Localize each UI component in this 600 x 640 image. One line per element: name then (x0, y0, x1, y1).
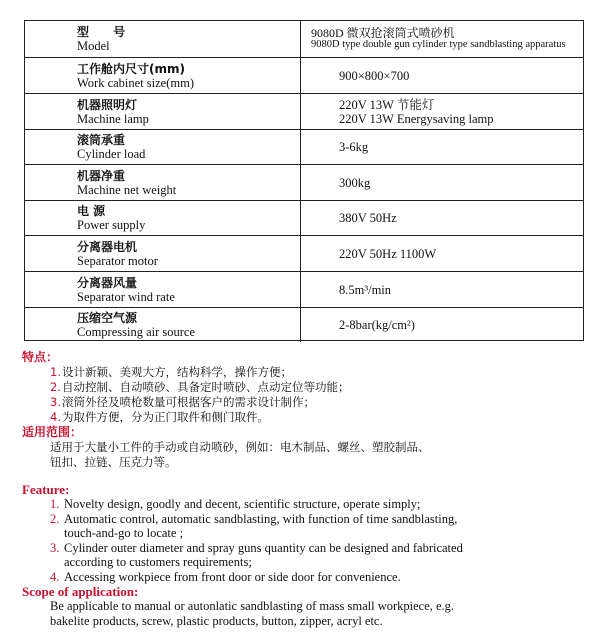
spec-row-model (25, 21, 583, 58)
spec-value (301, 21, 583, 57)
spec-row-lamp (25, 94, 583, 130)
feature-text: 为取件方便，分为正门取件和侧门取件。 (62, 410, 269, 424)
spec-label (25, 130, 301, 164)
feature-text: Novelty design, goodly and decent, scientific structure, operate simply; (64, 497, 421, 511)
spec-value (301, 201, 583, 235)
spec-value (301, 308, 583, 342)
spec-label (25, 236, 301, 271)
feature-number: 3. (50, 540, 60, 555)
spec-label-zh: 分离器电机 (77, 239, 138, 254)
spec-label-en: Cylinder load (77, 147, 146, 161)
feature-zh-item (22, 365, 582, 380)
spec-value (301, 58, 583, 93)
spec-value (301, 272, 583, 307)
spec-value-line1: 3-6kg (339, 140, 369, 154)
spec-label-en: Separator motor (77, 253, 158, 268)
spec-value (301, 130, 583, 164)
feature-en-item (22, 541, 582, 556)
features-en-heading: Feature: (22, 482, 70, 497)
spec-value (301, 165, 583, 200)
feature-text-continued: touch-and-go to locate ; (64, 526, 184, 540)
spec-label-en: Machine net weight (77, 182, 177, 197)
feature-text: Automatic control, automatic sandblasting, with function of time sandblasting, (64, 511, 458, 526)
feature-text-continued: according to customers requirements; (64, 555, 252, 569)
feature-text: Accessing workpiece from front door or side door for convenience. (64, 569, 401, 584)
feature-number: 1. (50, 497, 60, 511)
features-en-block (22, 482, 582, 628)
spec-label-en: Power supply (77, 218, 146, 232)
spec-row-wind-rate (25, 272, 583, 308)
spec-label-zh: 滚筒承重 (77, 133, 126, 147)
spec-label (25, 308, 301, 342)
features-section (22, 350, 582, 628)
feature-number: 2. (50, 380, 61, 394)
spec-value-line1: 300kg (339, 175, 371, 190)
feature-en-item (22, 570, 582, 585)
features-zh-heading: 特点： (22, 350, 59, 364)
spec-label-en: Separator wind rate (77, 289, 175, 304)
spec-value (301, 94, 583, 129)
feature-number: 4. (50, 410, 61, 424)
spec-label-zh: 电 源 (77, 204, 106, 218)
spec-row-power-supply (25, 201, 583, 236)
spec-label (25, 165, 301, 200)
spec-value-line2: 9080D type double gun cylinder type sandblasting apparatus (311, 39, 566, 50)
spec-label-zh: 型 号 (77, 25, 136, 39)
spec-label-en: Work cabinet size(mm) (77, 75, 195, 90)
spec-value-line1: 8.5m³/min (339, 282, 392, 297)
spec-label-zh: 压缩空气源 (77, 311, 138, 325)
feature-en-item (22, 512, 582, 527)
scope-zh-line: 适用于大量小工件的手动或自动喷砂，例如：电木制品、螺丝、塑胶制品、 (50, 440, 430, 454)
scope-en-line: Be applicable to manual or autonlatic sandblasting of mass small workpiece, e.g. (50, 599, 455, 613)
spec-label-zh: 工作舱内尺寸(mm) (77, 61, 185, 76)
spec-label (25, 201, 301, 235)
feature-zh-item (22, 410, 582, 425)
spec-row-cabinet-size (25, 58, 583, 94)
spec-row-air-source (25, 308, 583, 342)
feature-number: 1. (50, 365, 61, 379)
spec-label (25, 58, 301, 93)
spec-label (25, 94, 301, 129)
spec-row-net-weight (25, 165, 583, 201)
spec-label-zh: 机器净重 (77, 168, 126, 183)
feature-text: 滚筒外径及喷枪数量可根据客户的需求设计制作； (62, 395, 315, 409)
scope-zh-heading: 适用范围： (22, 425, 83, 439)
feature-number: 2. (50, 511, 60, 526)
feature-text: 自动控制、自动喷砂、具备定时喷砂、点动定位等功能； (62, 380, 350, 394)
feature-number: 3. (50, 395, 61, 409)
spec-label (25, 272, 301, 307)
spec-value-line1: 9080D 微双抢滚筒式喷砂机 (311, 26, 455, 40)
spec-value-line1: 380V 50Hz (339, 211, 397, 225)
feature-en-item (22, 497, 582, 512)
scope-zh-line: 钮扣、拉链、压克力等。 (50, 455, 177, 469)
spec-value-line2: 220V 13W Energysaving lamp (339, 111, 494, 126)
spec-label-en: Model (77, 39, 110, 53)
spec-label-zh: 分离器风量 (77, 275, 138, 290)
spec-value-line1: 220V 13W 节能灯 (339, 97, 435, 112)
scope-en-line: bakelite products, screw, plastic products, button, zipper, acryl etc. (50, 613, 383, 628)
spec-value-line1: 900×800×700 (339, 68, 410, 83)
feature-zh-item (22, 380, 582, 395)
spec-value-line1: 2-8bar(kg/cm²) (339, 318, 415, 332)
scope-en-heading: Scope of application: (22, 584, 139, 599)
spec-value (301, 236, 583, 271)
spec-value-line1: 220V 50Hz 1100W (339, 246, 437, 261)
spec-table (24, 20, 584, 341)
spec-label-zh: 机器照明灯 (77, 97, 138, 112)
spec-label (25, 21, 301, 57)
spec-row-separator-motor (25, 236, 583, 272)
spec-label-en: Compressing air source (77, 325, 196, 339)
section-gap (22, 470, 582, 482)
feature-number: 4. (50, 569, 60, 584)
feature-zh-item (22, 395, 582, 410)
feature-text: Cylinder outer diameter and spray guns quantity can be designed and fabricated (64, 540, 463, 555)
spec-row-cylinder-load (25, 130, 583, 165)
feature-text: 设计新颖、美观大方，结构科学，操作方便； (62, 365, 292, 379)
spec-label-en: Machine lamp (77, 111, 149, 126)
